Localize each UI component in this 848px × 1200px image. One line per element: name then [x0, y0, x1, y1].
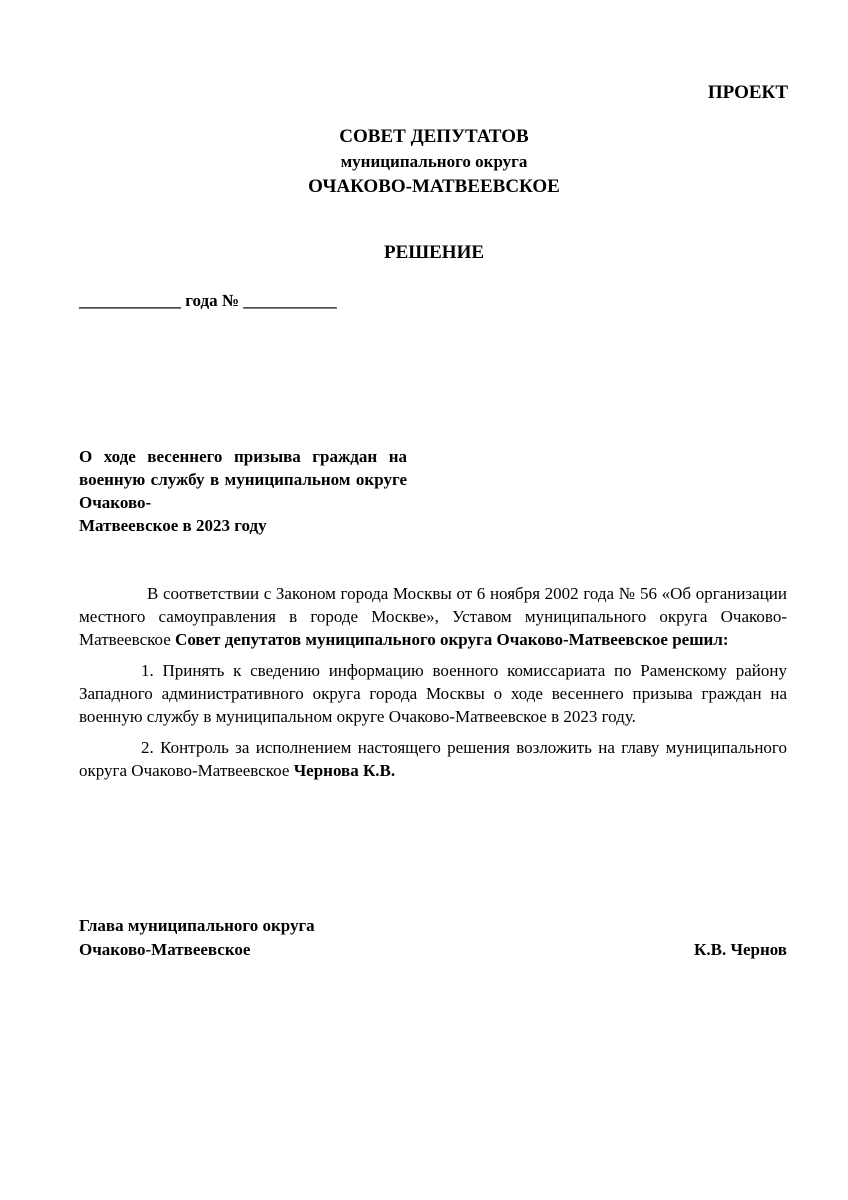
item-2-text: 2. Контроль за исполнением настоящего решения возложить на главу муниципального округа Очаково-Матвеевское [79, 738, 787, 780]
organization-header [0, 124, 848, 200]
decision-title: РЕШЕНИЕ [383, 242, 485, 263]
preamble-bold: Совет депутатов муниципального округа Очаково-Матвеевское решил: [175, 630, 729, 649]
item-1-paragraph: 1. Принять к сведению информацию военного комиссариата по Раменскому району Западного административного округа города Москвы о ходе весеннего призыва граждан на военную службу в муниципальном округе Очаково-Матвеевское в 2023 году. [79, 661, 787, 726]
draft-stamp: ПРОЕКТ [707, 82, 788, 103]
decision-subject [79, 445, 407, 537]
preamble-text: В соответствии с Законом города Москвы от 6 ноября 2002 года № 56 «Об организации местного самоуправления в городе Москве», Уставом муниципального округа Очаково-Матвеевское [79, 584, 787, 649]
preamble-paragraph [79, 582, 787, 651]
subject-last-line: Матвеевское в 2023 году [79, 516, 267, 535]
council-title: СОВЕТ ДЕПУТАТОВ [339, 126, 529, 147]
district-name: ОЧАКОВО-МАТВЕЕВСКОЕ [308, 176, 560, 197]
council-subtitle: муниципального округа [340, 152, 528, 171]
signatory-title-line-2: Очаково-Матвеевское [79, 940, 251, 959]
subject-text: О ходе весеннего призыва граждан на военную службу в муниципальном округе Очаково- [79, 447, 407, 512]
decision-body [79, 582, 787, 782]
signatory-title-line-1: Глава муниципального округа [79, 916, 315, 935]
date-number-line: ____________ года № ___________ [79, 291, 337, 310]
item-2-bold: Чернова К.В. [293, 761, 396, 780]
signatory-name: К.В. Чернов [694, 940, 787, 959]
signature-block [79, 914, 787, 962]
item-2-paragraph [79, 736, 787, 782]
